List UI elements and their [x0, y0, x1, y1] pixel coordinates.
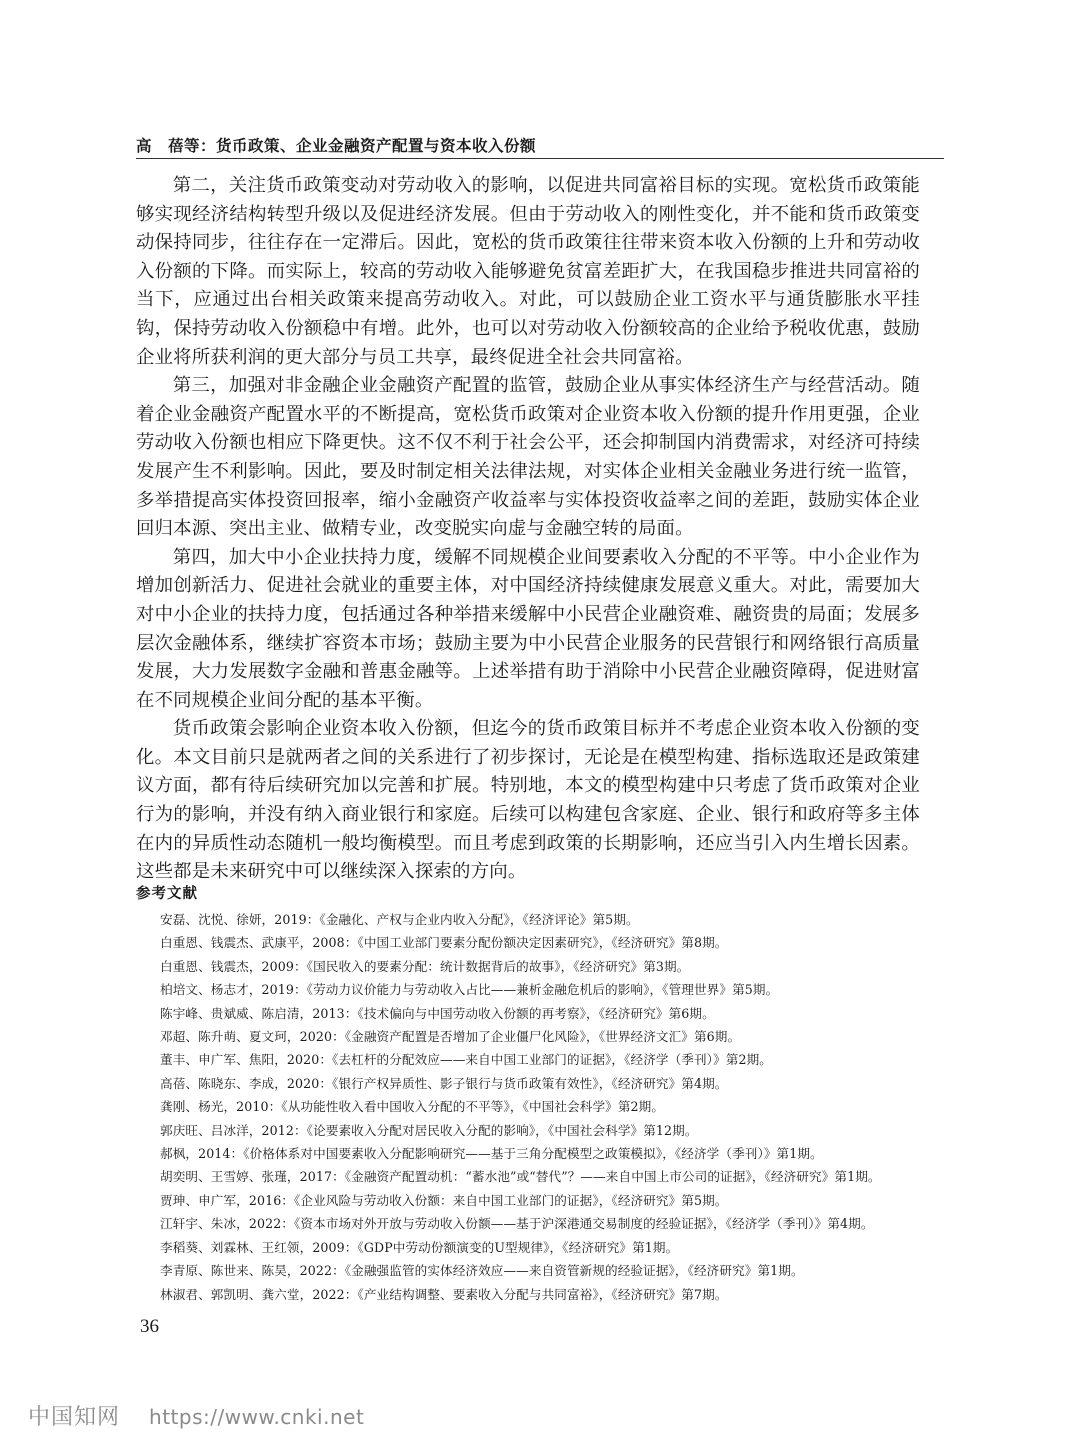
- reference-item: 董丰、申广军、焦阳，2020：《去杠杆的分配效应——来自中国工业部门的证据》，《经济学（季刊）》第2期。: [160, 1052, 772, 1068]
- reference-item: 邓超、陈升萌、夏文珂，2020：《金融资产配置是否增加了企业僵尸化风险》，《世界经济文汇》第6期。: [160, 1029, 741, 1045]
- reference-item: 高蓓、陈晓东、李成，2020：《银行产权异质性、影子银行与货币政策有效性》，《经济研究》第4期。: [160, 1075, 728, 1091]
- reference-item: 白重恩、钱震杰、武康平，2008：《中国工业部门要素分配份额决定因素研究》，《经济研究》第8期。: [160, 935, 728, 951]
- reference-item: 江轩宇、朱冰，2022：《资本市场对外开放与劳动收入份额——基于沪深港通交易制度的经验证据》，《经济学（季刊）》第4期。: [160, 1216, 874, 1232]
- reference-item: 郝枫，2014：《价格体系对中国要素收入分配影响研究——基于三角分配模型之政策模拟》，《经济学（季刊）》第1期。: [160, 1146, 823, 1162]
- reference-item: 白重恩、钱震杰，2009：《国民收入的要素分配：统计数据背后的故事》，《经济研究》第3期。: [160, 958, 690, 974]
- reference-item: 柏培文、杨志才，2019：《劳动力议价能力与劳动收入占比——兼析金融危机后的影响》，《管理世界》第5期。: [160, 982, 779, 998]
- reference-item: 安磊、沈悦、徐妍，2019：《金融化、产权与企业内收入分配》，《经济评论》第5期。: [160, 912, 639, 927]
- header-rule: [136, 158, 944, 159]
- running-header: 高 蓓等：货币政策、企业金融资产配置与资本收入份额: [136, 137, 537, 155]
- page-number: 36: [140, 1316, 159, 1337]
- references-title: 参考文献: [136, 886, 198, 902]
- watermark-brand: 中国知网: [28, 1405, 121, 1430]
- reference-item: 郭庆旺、吕冰洋，2012：《论要素收入分配对居民收入分配的影响》，《中国社会科学》第12期。: [160, 1122, 698, 1138]
- watermark-url: https://www.cnki.net: [149, 1405, 365, 1429]
- paragraph-sme-support: 第四，加大中小企业扶持力度，缓解不同规模企业间要素收入分配的不平等。中小企业作为增加创新活力、促进社会就业的重要主体，对中国经济持续健康发展意义重大。对此，需要加大对中小企业的扶持力度，包括通过各种举措来缓解中小民营企业融资难、融资贵的局面；发展多层次金融体系，继续扩容资本市场；鼓励主要为中小民营企业服务的民营银行和网络银行高质量发展，大力发展数字金融和普惠金融等。上述举措有助于消除中小民营企业融资障碍，促进财富在不同规模企业间分配的基本平衡。: [136, 546, 920, 711]
- reference-item: 胡奕明、王雪婷、张瑾，2017：《金融资产配置动机：“蓄水池”或“替代”？——来自中国上市公司的证据》，《经济研究》第1期。: [160, 1169, 881, 1185]
- paragraph-future-research: 货币政策会影响企业资本收入份额，但迄今的货币政策目标并不考虑企业资本收入份额的变化。本文目前只是就两者之间的关系进行了初步探讨，无论是在模型构建、指标选取还是政策建议方面，都有待后续研究加以完善和扩展。特别地，本文的模型构建中只考虑了货币政策对企业行为的影响，并没有纳入商业银行和家庭。后续可以构建包含家庭、企业、银行和政府等多主体在内的异质性动态随机一般均衡模型。而且考虑到政策的长期影响，还应当引入内生增长因素。这些都是未来研究中可以继续深入探索的方向。: [136, 718, 920, 883]
- cnki-watermark: [28, 1400, 364, 1431]
- body-text: [136, 172, 920, 887]
- reference-item: 李青原、陈世来、陈昊，2022：《金融强监管的实体经济效应——来自资管新规的经验证据》，《经济研究》第1期。: [160, 1263, 804, 1279]
- paragraph-financial-asset-regulation: 第三，加强对非金融企业金融资产配置的监管，鼓励企业从事实体经济生产与经营活动。随着企业金融资产配置水平的不断提高，宽松货币政策对企业资本收入份额的提升作用更强，企业劳动收入份额也相应下降更快。这不仅不利于社会公平，还会抑制国内消费需求，对经济可持续发展产生不利影响。因此，要及时制定相关法律法规，对实体企业相关金融业务进行统一监管，多举措提高实体投资回报率，缩小金融资产收益率与实体投资收益率之间的差距，鼓励实体企业回归本源、突出主业、做精专业，改变脱实向虚与金融空转的局面。: [136, 375, 920, 540]
- reference-item: 陈宇峰、贵斌威、陈启清，2013：《技术偏向与中国劳动收入份额的再考察》，《经济研究》第6期。: [160, 1005, 715, 1021]
- reference-item: 李稻葵、刘霖林、王红领，2009：《GDP中劳动份额演变的U型规律》，《经济研究》第1期。: [160, 1239, 679, 1255]
- reference-item: 龚刚、杨光，2010：《从功能性收入看中国收入分配的不平等》，《中国社会科学》第2期。: [160, 1099, 665, 1115]
- reference-item: 林淑君、郭凯明、龚六堂，2022：《产业结构调整、要素收入分配与共同富裕》，《经济研究》第7期。: [160, 1286, 728, 1302]
- reference-item: 贾珅、申广军，2016：《企业风险与劳动收入份额：来自中国工业部门的证据》，《经济研究》第5期。: [160, 1192, 728, 1208]
- paragraph-policy-labor-income: 第二，关注货币政策变动对劳动收入的影响，以促进共同富裕目标的实现。宽松货币政策能够实现经济结构转型升级以及促进经济发展。但由于劳动收入的刚性变化，并不能和货币政策变动保持同步，往往存在一定滞后。因此，宽松的货币政策往往带来资本收入份额的上升和劳动收入份额的下降。而实际上，较高的劳动收入能够避免贫富差距扩大，在我国稳步推进共同富裕的当下，应通过出台相关政策来提高劳动收入。对此，可以鼓励企业工资水平与通货膨胀水平挂钩，保持劳动收入份额稳中有增。此外，也可以对劳动收入份额较高的企业给予税收优惠，鼓励企业将所获利润的更大部分与员工共享，最终促进全社会共同富裕。: [136, 175, 920, 368]
- references-list: [160, 908, 940, 1306]
